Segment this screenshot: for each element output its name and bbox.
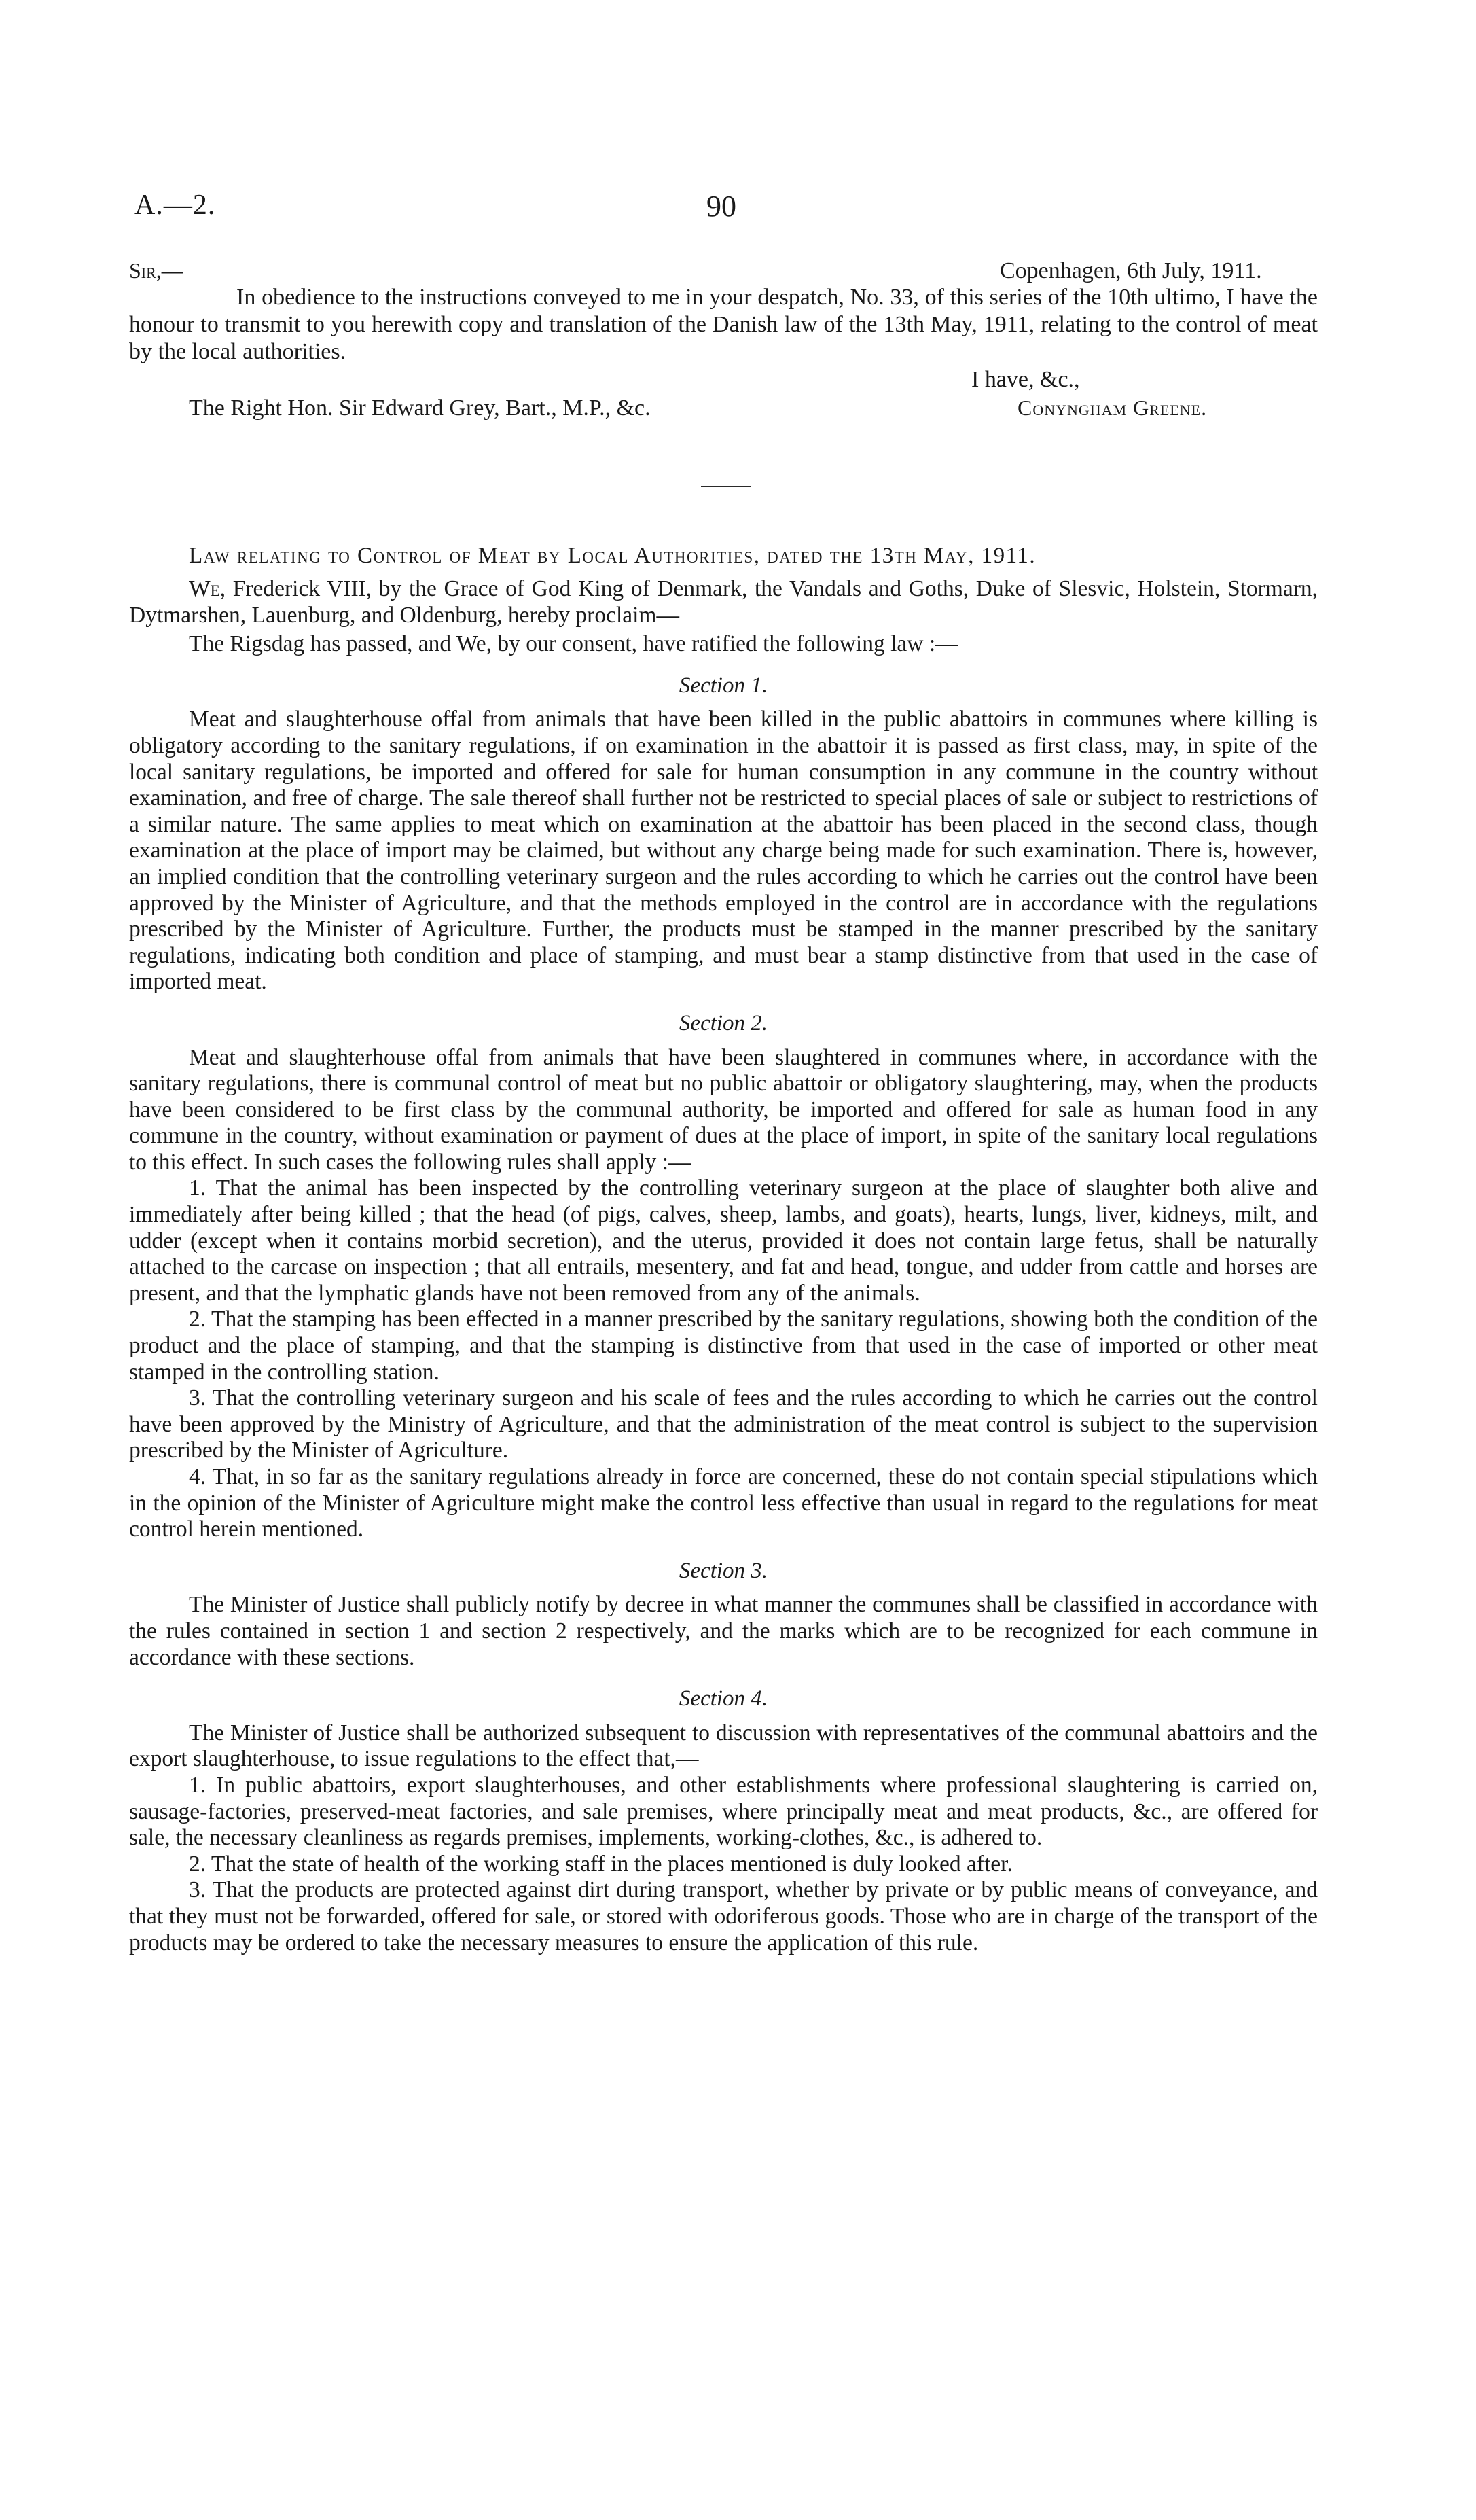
law-ratification: The Rigsdag has passed, and We, by our consent, have ratified the following law :—	[189, 631, 958, 657]
section-clause: 2. That the stamping has been effected in a manner prescribed by the sanitary regulations, showing both the condition of the product and the place of stamping, and that the stamping is distinctive from that used in the case of imported or other meat stamped in the controlling station.	[129, 1307, 1318, 1385]
law-title: Law relating to Control of Meat by Local Authorities, dated the 13th May, 1911.	[189, 544, 1037, 568]
section-clause: 1. In public abattoirs, export slaughterhouses, and other establishments where professional slaughtering is carried on, sausage-factories, preserved-meat factories, and sale premises, where principally meat and meat products, &c., are offered for sale, the necessary cleanliness as regards premises, implements, working-clothes, &c., is adhered to.	[129, 1772, 1318, 1851]
section-heading: Section 2.	[679, 1010, 768, 1035]
section-heading: Section 3.	[679, 1558, 768, 1583]
letter-closing: I have, &c.,	[971, 367, 1080, 392]
section-heading: Section 4.	[679, 1686, 768, 1711]
preamble-we: We	[189, 576, 220, 601]
section-paragraph: The Minister of Justice shall be authorized subsequent to discussion with representatives of the communal abattoirs and the export slaughterhouse, to issue regulations to the effect that,—	[129, 1720, 1318, 1772]
letter-signature: Conyngham Greene.	[1018, 395, 1208, 420]
section-paragraph: Meat and slaughterhouse offal from animals that have been killed in the public abattoirs in communes where killing is obligatory according to the sanitary regulations, if on examination in the abattoir it is passed as first class, may, in spite of the local sanitary regulations, be imported and offered for sale for human consumption in any commune in the country without examination, and free of charge. The sale thereof shall further not be restricted to special places of sale or subject to restrictions of a similar nature. The same applies to meat which on examination at the abattoir has been placed in the second class, though examination at the place of import may be claimed, but without any charge being made for such examination. There is, however, an implied condition that the controlling veterinary surgeon and the rules according to which he carries out the control have been approved by the Minister of Agriculture, and that the methods employed in the control are in accordance with the regulations prescribed by the Minister of Agriculture. Further, the products must be stamped in the manner prescribed by the sanitary regulations, indicating both condition and place of stamping, and must bear a stamp distinctive from that used in the case of imported meat.	[129, 707, 1318, 995]
letter-body: In obedience to the instructions conveyed to me in your despatch, No. 33, of this series of the 10th ultimo, I have the honour to transmit to you herewith copy and translation of the Danish law of the 13th May, 1911, relating to the control of meat by the local authorities.	[129, 285, 1318, 364]
preamble-text: , Frederick VIII, by the Grace of God King of Denmark, the Vandals and Goths, Duke of Slesvic, Holstein, Stormarn, Dytmarshen, Lauenburg, and Oldenburg, hereby proclaim—	[129, 576, 1318, 628]
section-clause: 4. That, in so far as the sanitary regulations already in force are concerned, these do not contain special stipulations which in the opinion of the Minister of Agriculture might make the control less effective than usual in regard to the regulations for meat control herein mentioned.	[129, 1464, 1318, 1542]
law-body	[129, 576, 1318, 1956]
section-paragraph: Meat and slaughterhouse offal from animals that have been slaughtered in communes where, in accordance with the sanitary regulations, there is communal control of meat but no public abattoir or obligatory slaughtering, may, when the products have been considered to be first class by the communal authority, be imported and offered for sale as human food in any commune in the country, without examination or payment of dues at the place of import, in spite of the sanitary local regulations to this effect. In such cases the following rules shall apply :—	[129, 1044, 1318, 1175]
letter-salutation: Sir,—	[129, 258, 183, 283]
section-clause: 3. That the products are protected against dirt during transport, whether by private or by public means of conveyance, and that they must not be forwarded, offered for sale, or stored with odoriferous goods. Those who are in charge of the transport of the products may be ordered to take the necessary measures to ensure the application of this rule.	[129, 1877, 1318, 1955]
section-clause: 1. That the animal has been inspected by the controlling veterinary surgeon at the place of slaughter both alive and immediately after being killed ; that the head (of pigs, calves, sheep, lambs, and goats), hearts, lungs, liver, kidneys, milt, and udder (except when it contains morbid secretion), and the uterus, provided it does not contain large fetus, shall be naturally attached to the carcase on inspection ; that all entrails, mesentery, and fat and head, tongue, and udder from cattle and horses are present, and that the lymphatic glands have not been removed from any of the animals.	[129, 1175, 1318, 1306]
section-clause: 3. That the controlling veterinary surgeon and his scale of fees and the rules according to which he carries out the control have been approved by the Ministry of Agriculture, and that the administration of the meat control is subject to the supervision prescribed by the Minister of Agriculture.	[129, 1385, 1318, 1463]
section-clause: 2. That the state of health of the working staff in the places mentioned is duly looked after.	[189, 1851, 1013, 1877]
law-preamble	[129, 576, 1318, 628]
section-paragraph: The Minister of Justice shall publicly notify by decree in what manner the communes shall be classified in accordance with the rules contained in section 1 and section 2 respectively, and the marks which are to be recognized for each commune in accordance with these sections.	[129, 1592, 1318, 1670]
page-number: 90	[706, 190, 736, 223]
section-divider	[701, 486, 751, 487]
document-reference: A.—2.	[134, 190, 216, 221]
section-heading: Section 1.	[679, 673, 768, 698]
letter-addressee: The Right Hon. Sir Edward Grey, Bart., M.P., &c.	[189, 395, 651, 421]
letter-place-date: Copenhagen, 6th July, 1911.	[1000, 258, 1262, 283]
